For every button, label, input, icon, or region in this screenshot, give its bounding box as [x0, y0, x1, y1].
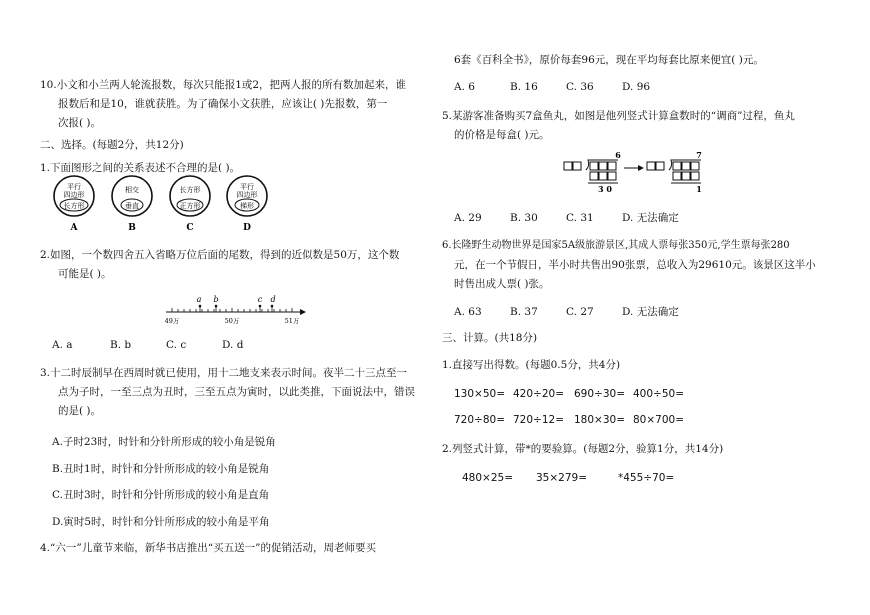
q1-b-letter: B: [128, 223, 136, 233]
q6-line3: 时售出成人票( )张。: [454, 278, 550, 290]
calc2-c1: 480×25=: [462, 472, 513, 484]
calc2-c2: 35×279=: [536, 472, 587, 484]
q3-option-d: D.寅时5时，时针和分针所形成的较小角是平角: [52, 516, 270, 528]
q1-set-diagrams: [40, 174, 300, 236]
calc1-r2-c4: 80×700=: [633, 414, 684, 426]
q6-line2: 元，在一个节假日，半小时共售出90张票，总收入为29610元。该景区这半小: [454, 259, 816, 271]
q5-line1: 5.某游客准备购买7盒鱼丸，如图是他列竖式计算盒数时的“调商”过程，鱼丸: [442, 110, 795, 122]
q1-option-d-diagram: [227, 176, 267, 233]
q4-option-a: A. 6: [454, 81, 475, 93]
q5-option-b: B. 30: [510, 212, 538, 224]
q5-option-c: C. 31: [566, 212, 594, 224]
q1-a-letter: A: [70, 223, 78, 233]
q3-option-c: C.丑时3时，时针和分针所形成的较小角是直角: [52, 489, 270, 501]
q6-option-a: A. 63: [454, 306, 482, 318]
q6-option-b: B. 37: [510, 306, 538, 318]
number-line-ticks: [172, 308, 292, 312]
q1-a-outer-1: 平行: [67, 183, 81, 191]
calc1-r2-c3: 180×30=: [574, 414, 625, 426]
q5-division-left: [564, 150, 621, 194]
section2-title: 二、选择。(每题2分，共12分): [40, 139, 184, 151]
q1-option-c-diagram: [170, 176, 210, 233]
q2-option-b: B. b: [110, 339, 132, 351]
tick-51wan: 51万: [284, 317, 300, 325]
calc2-c3: *455÷70=: [618, 472, 675, 484]
q3-line1: 3.十二时辰制早在西周时就已使用，用十二地支来表示时间。夜半二十三点至一: [40, 367, 408, 379]
q10-line3: 次报( )。: [58, 117, 102, 129]
q4-option-c: C. 36: [566, 81, 594, 93]
calc1-r1-c4: 400÷50=: [633, 388, 684, 400]
q2-number-line: [160, 292, 310, 326]
calc1-title: 1.直接写出得数。(每题0.5分，共4分): [442, 359, 621, 371]
q1-stem: 1.下面图形之间的关系表述不合理的是( )。: [40, 162, 241, 174]
q1-c-inner: 正方形: [179, 202, 201, 210]
calc2-title: 2.列竖式计算，带*的要验算。(每题2分，验算1分，共14分): [442, 443, 724, 455]
q1-d-inner: 梯形: [240, 202, 254, 210]
calc1-r2-c2: 720÷12=: [513, 414, 564, 426]
q1-b-inner: 垂直: [125, 202, 139, 210]
q1-option-a-diagram: [54, 176, 94, 233]
q5-remainder-2: 1: [696, 184, 702, 194]
q1-d-letter: D: [243, 223, 251, 233]
q4-line1: 4.“六一”儿童节来临，新华书店推出“买五送一”的促销活动，周老师要买: [40, 542, 376, 554]
tick-49wan: 49万: [164, 317, 180, 325]
q6-option-d: D. 无法确定: [622, 306, 679, 318]
calc1-r1-c3: 690÷30=: [574, 388, 625, 400]
q5-line2: 的价格是每盒( )元。: [454, 129, 550, 141]
q1-option-b-diagram: [112, 176, 152, 233]
q4-option-b: B. 16: [510, 81, 538, 93]
q2-option-d: D. d: [222, 339, 244, 351]
section3-title: 三、计算。(共18分): [442, 332, 538, 344]
q3-line3: 的是( )。: [58, 405, 102, 417]
calc1-r1-c2: 420÷20=: [513, 388, 564, 400]
q6-line1: 6.长隆野生动物世界是国家5A级旅游景区,其成人票每张350元,学生票每张280: [442, 240, 790, 251]
q2-line1: 2.如图，一个数四舍五入省略万位后面的尾数，得到的近似数是50万，这个数: [40, 249, 400, 261]
q5-quotient-1: 6: [615, 150, 621, 160]
q1-d-outer-2: 四边形: [236, 191, 258, 199]
q5-division-right: [647, 150, 702, 194]
q1-c-outer: 长方形: [179, 186, 201, 194]
q1-d-outer-1: 平行: [240, 183, 254, 191]
label-b: b: [213, 295, 219, 304]
q2-line2: 可能是( )。: [58, 268, 112, 280]
q4-line2: 6套《百科全书》，原价每套96元，现在平均每套比原来便宜( )元。: [454, 54, 764, 66]
q5-division-diagram: [560, 148, 710, 200]
label-d: d: [270, 295, 276, 304]
q3-option-b: B.丑时1时，时针和分针所形成的较小角是锐角: [52, 463, 270, 475]
q10-line2: 报数后和是10，谁就获胜。为了确保小文获胜，应该让( )先报数，第一: [58, 98, 388, 110]
q6-option-c: C. 27: [566, 306, 594, 318]
q3-line2: 点为子时，一至三点为丑时，三至五点为寅时，以此类推，下面说法中，错误: [58, 386, 415, 398]
q2-option-c: C. c: [166, 339, 187, 351]
tick-50wan: 50万: [224, 317, 240, 325]
q1-a-outer-2: 四边形: [63, 191, 85, 199]
label-c: c: [257, 295, 263, 304]
q10-line1: 10.小文和小兰两人轮流报数，每次只能报1或2，把两人报的所有数加起来，谁: [40, 79, 407, 91]
q4-option-d: D. 96: [622, 81, 651, 93]
q1-b-outer: 相交: [125, 186, 139, 194]
q5-option-a: A. 29: [454, 212, 482, 224]
q1-a-inner: 长方形: [63, 202, 85, 210]
label-a: a: [196, 295, 202, 304]
q5-option-d: D. 无法确定: [622, 212, 679, 224]
q2-option-a: A. a: [52, 339, 73, 351]
q3-option-a: A.子时23时，时针和分针所形成的较小角是锐角: [52, 436, 276, 448]
calc1-r1-c1: 130×50=: [454, 388, 505, 400]
q1-c-letter: C: [186, 223, 194, 233]
calc1-r2-c1: 720÷80=: [454, 414, 505, 426]
arrow-icon: [624, 165, 644, 171]
q5-remainder-1: 3 0: [598, 184, 612, 194]
q5-quotient-2: 7: [696, 150, 702, 160]
